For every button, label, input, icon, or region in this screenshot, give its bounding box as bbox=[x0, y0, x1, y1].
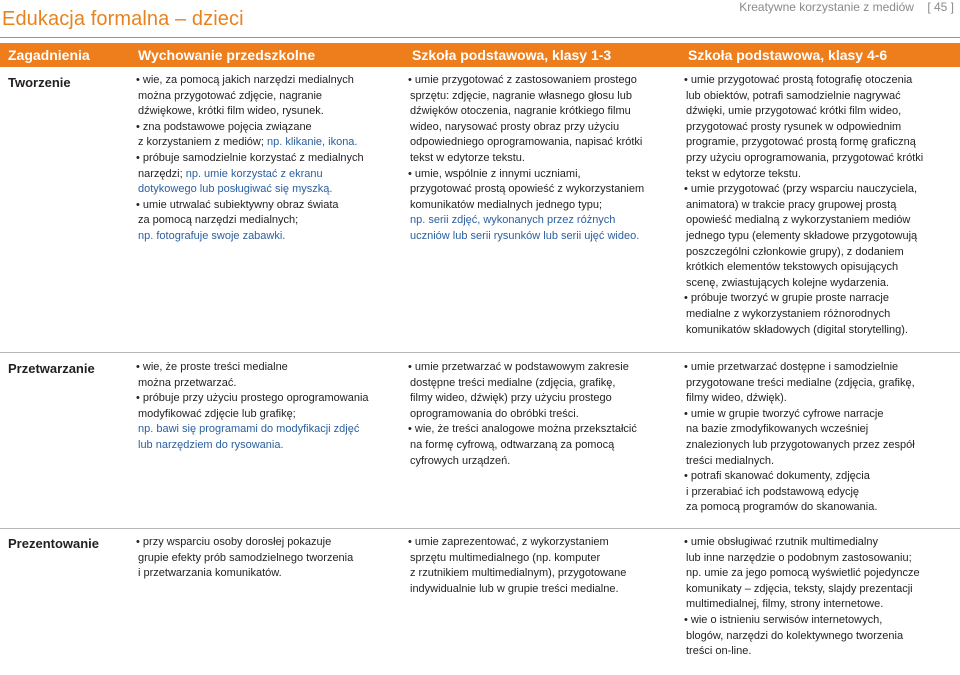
cell-line: modyfikować zdjęcie lub grafikę; bbox=[138, 407, 296, 420]
cell-line: • wie o istnieniu serwisów internetowych, bbox=[684, 613, 883, 626]
cell-line: • umie obsługiwać rzutnik multimedialny bbox=[684, 536, 878, 548]
cell-line: • umie przetwarzać w podstawowym zakresie bbox=[408, 361, 629, 373]
cell-line: komunikaty – zdjęcia, teksty, slajdy prezentacji bbox=[686, 582, 913, 595]
cell-line: • umie, wspólnie z innymi uczniami, bbox=[408, 167, 581, 180]
cell-line: tekst w edytorze tekstu. bbox=[686, 167, 801, 180]
cell-line: blogów, narzędzi do kolektywnego tworzenia bbox=[686, 629, 904, 642]
cell-line: • umie przetwarzać dostępne i samodzielnie bbox=[684, 361, 899, 373]
cell-text: narzędzi; bbox=[138, 167, 186, 180]
cell-tworzenie-grades-1-3 bbox=[408, 73, 670, 245]
cell-line: • próbuje samodzielnie korzystać z medialnych bbox=[136, 151, 364, 164]
cell-text: z korzystaniem z mediów; bbox=[138, 136, 267, 149]
example-line: dotykowego lub posługiwać się myszką. bbox=[138, 183, 333, 196]
page-header bbox=[0, 0, 960, 44]
cell-line: filmy wideo, dźwięk). bbox=[686, 392, 787, 405]
cell-line: przygotować prostą opowieść z wykorzystaniem bbox=[410, 183, 645, 196]
cell-line: cyfrowych urządzeń. bbox=[410, 454, 511, 467]
cell-line: opowieść medialną z wykorzystaniem mediów bbox=[686, 214, 911, 227]
cell-line: sprzętu multimedialnego (np. komputer bbox=[410, 551, 601, 564]
cell-line: dźwięki, umie przygotować krótki film wideo, bbox=[686, 105, 902, 118]
cell-line: programie, przygotować prostą formę graficzną bbox=[686, 136, 916, 149]
cell-prezentowanie-grades-4-6 bbox=[684, 535, 946, 660]
cell-line bbox=[136, 167, 398, 183]
column-header-grades-4-6: Szkoła podstawowa, klasy 4-6 bbox=[688, 47, 888, 63]
example-line: lub narzędziem do rysowania. bbox=[138, 438, 284, 451]
cell-line: przygotowane treści medialne (zdjęcia, grafikę, bbox=[686, 376, 915, 389]
cell-line: przy użyciu oprogramowania, przygotować krótki bbox=[686, 151, 924, 164]
cell-line: komunikatów składowych (digital storytelling). bbox=[686, 323, 908, 336]
column-header-topics: Zagadnienia bbox=[8, 47, 90, 63]
row-divider bbox=[0, 352, 960, 353]
cell-line: filmy wideo, dźwięk) przy użyciu prostego bbox=[410, 392, 612, 405]
cell-line: • potrafi skanować dokumenty, zdjęcia bbox=[684, 470, 870, 483]
example-line: uczniów lub serii rysunków lub serii ujęć wideo. bbox=[410, 229, 640, 242]
cell-line: lub inne narzędzie o podobnym zastosowaniu; bbox=[686, 551, 912, 564]
cell-line: za pomocą programów do skanowania. bbox=[686, 501, 878, 514]
cell-line: grupie efekty prób samodzielnego tworzenia bbox=[138, 551, 354, 564]
page-number: [ 45 ] bbox=[927, 0, 954, 14]
cell-line: np. umie za jego pomocą wyświetlić pojedyncze bbox=[686, 567, 920, 580]
table-header-row bbox=[0, 43, 960, 67]
cell-line: treści on-line. bbox=[686, 645, 752, 658]
column-header-preschool: Wychowanie przedszkolne bbox=[138, 47, 316, 63]
cell-przetwarzanie-grades-1-3 bbox=[408, 360, 670, 469]
cell-tworzenie-preschool bbox=[136, 73, 398, 245]
cell-line: animatora) w trakcie pracy grupowej prostą bbox=[686, 198, 897, 211]
cell-line: multimedialnej, filmy, strony internetowe. bbox=[686, 598, 884, 611]
example-text: np. umie korzystać z ekranu bbox=[185, 167, 323, 180]
example-line: np. fotografuje swoje zabawki. bbox=[138, 229, 286, 242]
cell-line: • umie przygotować prostą fotografię otoczenia bbox=[684, 74, 913, 86]
cell-line: • wie, że treści analogowe można przekształcić bbox=[408, 423, 637, 436]
cell-przetwarzanie-grades-4-6 bbox=[684, 360, 946, 516]
cell-line: tekst w edytorze tekstu. bbox=[410, 151, 525, 164]
row-divider bbox=[0, 528, 960, 529]
cell-line: • wie, że proste treści medialne bbox=[136, 361, 288, 373]
cell-line: oprogramowania do obróbki treści. bbox=[410, 407, 579, 420]
cell-line: indywidualnie lub w grupie treści medialne. bbox=[410, 582, 619, 595]
cell-line: • umie przygotować z zastosowaniem prostego bbox=[408, 74, 637, 86]
cell-line: • próbuje przy użyciu prostego oprogramowania bbox=[136, 392, 369, 405]
cell-line bbox=[136, 135, 398, 151]
column-header-grades-1-3: Szkoła podstawowa, klasy 1-3 bbox=[412, 47, 612, 63]
cell-line: medialne z wykorzystaniem różnorodnych bbox=[686, 307, 891, 320]
example-text: np. klikanie, ikona. bbox=[266, 136, 358, 149]
cell-line: poszczególni członkowie grupy), z dodaniem bbox=[686, 245, 904, 258]
cell-line: lub obiektów, potrafi samodzielnie nagrywać bbox=[686, 89, 901, 102]
cell-line: można przygotować zdjęcie, nagranie bbox=[138, 89, 323, 102]
running-title: Kreatywne korzystanie z mediów bbox=[739, 0, 914, 14]
page-title: Edukacja formalna – dzieci bbox=[2, 8, 244, 30]
cell-line: z rzutnikiem multimedialnym), przygotowane bbox=[410, 567, 627, 580]
cell-line: dostępne treści medialne (zdjęcia, grafikę, bbox=[410, 376, 616, 389]
cell-line: • umie przygotować (przy wsparciu nauczyciela, bbox=[684, 183, 918, 196]
cell-przetwarzanie-preschool bbox=[136, 360, 398, 454]
cell-line: • próbuje tworzyć w grupie proste narracje bbox=[684, 292, 889, 305]
cell-line: i przetwarzania komunikatów. bbox=[138, 567, 282, 580]
cell-line: wideo, narysować prosty obraz przy użyciu bbox=[410, 120, 620, 133]
cell-line: dźwiękowe, krótki film wideo, rysunek. bbox=[138, 105, 324, 118]
cell-line: komunikatów medialnych jednego typu; bbox=[410, 198, 603, 211]
cell-line: • przy wsparciu osoby dorosłej pokazuje bbox=[136, 536, 332, 548]
cell-line: • zna podstawowe pojęcia związane bbox=[136, 120, 312, 133]
row-label-prezentowanie: Prezentowanie bbox=[8, 536, 100, 551]
cell-line: krótkich elementów tekstowych opisujących bbox=[686, 261, 899, 274]
cell-prezentowanie-grades-1-3 bbox=[408, 535, 670, 597]
cell-line: dźwięków otoczenia, nagranie krótkiego filmu bbox=[410, 105, 631, 118]
cell-line: można przetwarzać. bbox=[138, 376, 237, 389]
cell-line: i przerabiać ich podstawową edycję bbox=[686, 485, 860, 498]
row-label-tworzenie: Tworzenie bbox=[8, 75, 71, 90]
cell-line: jednego typu (elementy składowe przygotowują bbox=[686, 229, 918, 242]
cell-line: • umie utrwalać subiektywny obraz świata bbox=[136, 198, 339, 211]
cell-prezentowanie-preschool bbox=[136, 535, 398, 582]
cell-line: na formę cyfrową, odtwarzaną za pomocą bbox=[410, 438, 615, 451]
cell-line: • wie, za pomocą jakich narzędzi medialnych bbox=[136, 74, 354, 86]
example-line: np. serii zdjęć, wykonanych przez różnych bbox=[410, 214, 616, 227]
running-head bbox=[739, 0, 954, 14]
cell-line: scenę, zwiastujących kolejne wydarzenia. bbox=[686, 276, 889, 289]
row-label-przetwarzanie: Przetwarzanie bbox=[8, 361, 95, 376]
cell-line: znalezionych lub przygotowanych przez zespół bbox=[686, 438, 915, 451]
cell-line: przygotować prosty rysunek w odpowiednim bbox=[686, 120, 902, 133]
cell-line: na bazie zmodyfikowanych wcześniej bbox=[686, 423, 869, 436]
cell-line: sprzętu: zdjęcie, nagranie własnego głosu lub bbox=[410, 89, 632, 102]
cell-line: • umie zaprezentować, z wykorzystaniem bbox=[408, 536, 609, 548]
cell-tworzenie-grades-4-6 bbox=[684, 73, 946, 338]
cell-line: treści medialnych. bbox=[686, 454, 775, 467]
cell-line: za pomocą narzędzi medialnych; bbox=[138, 214, 299, 227]
example-line: np. bawi się programami do modyfikacji zdjęć bbox=[138, 423, 360, 436]
header-rule bbox=[0, 37, 960, 38]
cell-line: odpowiedniego oprogramowania, napisać krótki bbox=[410, 136, 643, 149]
cell-line: • umie w grupie tworzyć cyfrowe narracje bbox=[684, 407, 884, 420]
